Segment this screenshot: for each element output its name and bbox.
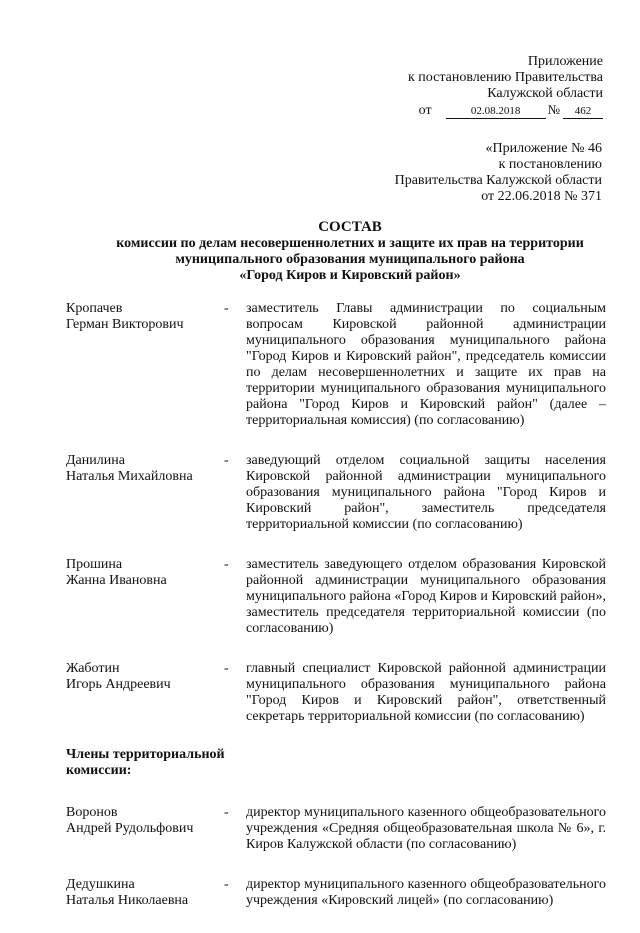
member-name [66, 557, 224, 637]
number-sign: № [547, 102, 560, 117]
decree-date: 02.08.2018 [446, 105, 546, 119]
member-row [66, 661, 606, 725]
title-main: СОСТАВ [318, 219, 382, 235]
document-title [0, 218, 640, 284]
member-name [66, 301, 224, 429]
member-role: директор муниципального казенного общеобразовательного учреждения «Средняя общеобразовательная школа № 6», г. Киров Калужской области (по согласованию) [246, 805, 606, 852]
appendix-header [408, 54, 603, 119]
member-row [66, 877, 606, 909]
prev-appendix-government: Правительства Калужской области [394, 173, 602, 188]
member-surname: Данилина [66, 453, 125, 468]
member-name [66, 661, 224, 725]
appendix-region: Калужской области [487, 86, 603, 101]
dash-separator: - [224, 805, 229, 820]
member-row [66, 453, 606, 533]
prev-appendix-label: «Приложение № 46 [485, 141, 602, 156]
member-surname: Кропачев [66, 301, 123, 316]
member-given-names: Жанна Ивановна [66, 573, 167, 588]
member-surname: Прошина [66, 557, 123, 572]
appendix-label: Приложение [527, 54, 603, 69]
date-prefix: от [418, 103, 432, 118]
title-line-3: «Город Киров и Кировский район» [239, 268, 461, 283]
member-role: главный специалист Кировской районной администрации муниципального образования муниципального района "Город Киров и Кировский район", ответственный секретарь территориальной комиссии (по согласованию) [246, 661, 606, 724]
member-name [66, 453, 224, 533]
dash-separator: - [224, 661, 229, 676]
previous-appendix-header [395, 141, 602, 205]
member-given-names: Игорь Андреевич [66, 677, 171, 692]
member-row [66, 557, 606, 637]
prev-appendix-decree-ref: к постановлению [498, 157, 602, 172]
member-given-names: Герман Викторович [66, 317, 184, 332]
member-surname: Дедушкина [66, 877, 135, 892]
member-given-names: Андрей Рудольфович [66, 821, 194, 836]
member-surname: Жаботин [66, 661, 120, 676]
member-row [66, 805, 606, 853]
appendix-date-line [408, 102, 603, 119]
member-role: директор муниципального казенного общеобразовательного учреждения «Кировский лицей» (по согласованию) [246, 877, 606, 908]
dash-separator: - [224, 877, 229, 892]
member-role: заместитель заведующего отделом образования Кировской районной администрации муниципального образования муниципального района «Город Киров и Кировский район», заместитель председателя территориальной комиссии (по согласованию) [246, 557, 606, 636]
decree-number: 462 [563, 105, 603, 119]
member-role: заведующий отделом социальной защиты населения Кировской районной администрации муниципального образования муниципального района "Город Киров и Кировский район", заместитель председателя территориальной комиссии (по согласованию) [246, 453, 606, 532]
appendix-decree-ref: к постановлению Правительства [407, 70, 603, 85]
member-role: заместитель Главы администрации по социальным вопросам Кировской районной администрации муниципального образования муниципального района "Город Киров и Кировский район", председатель комиссии по делам несовершеннолетних и защите их прав на территории муниципального образования муниципального района "Город Киров и Кировский район" (далее – территориальная комиссия) (по согласованию) [246, 301, 606, 428]
dash-separator: - [224, 453, 229, 468]
member-name [66, 805, 224, 853]
commission-members-list [66, 301, 606, 933]
prev-appendix-date: от 22.06.2018 № 371 [481, 189, 602, 204]
member-surname: Воронов [66, 805, 118, 820]
dash-separator: - [224, 557, 229, 572]
title-line-2: муниципального образования муниципального района [175, 252, 525, 267]
dash-separator: - [224, 301, 229, 316]
members-section-heading: Члены территориальной комиссии: [66, 747, 225, 778]
member-row [66, 301, 606, 429]
member-given-names: Наталья Николаевна [66, 893, 189, 908]
member-name [66, 877, 224, 909]
member-given-names: Наталья Михайловна [66, 469, 193, 484]
title-line-1: комиссии по делам несовершеннолетних и защите их прав на территории [116, 236, 584, 251]
